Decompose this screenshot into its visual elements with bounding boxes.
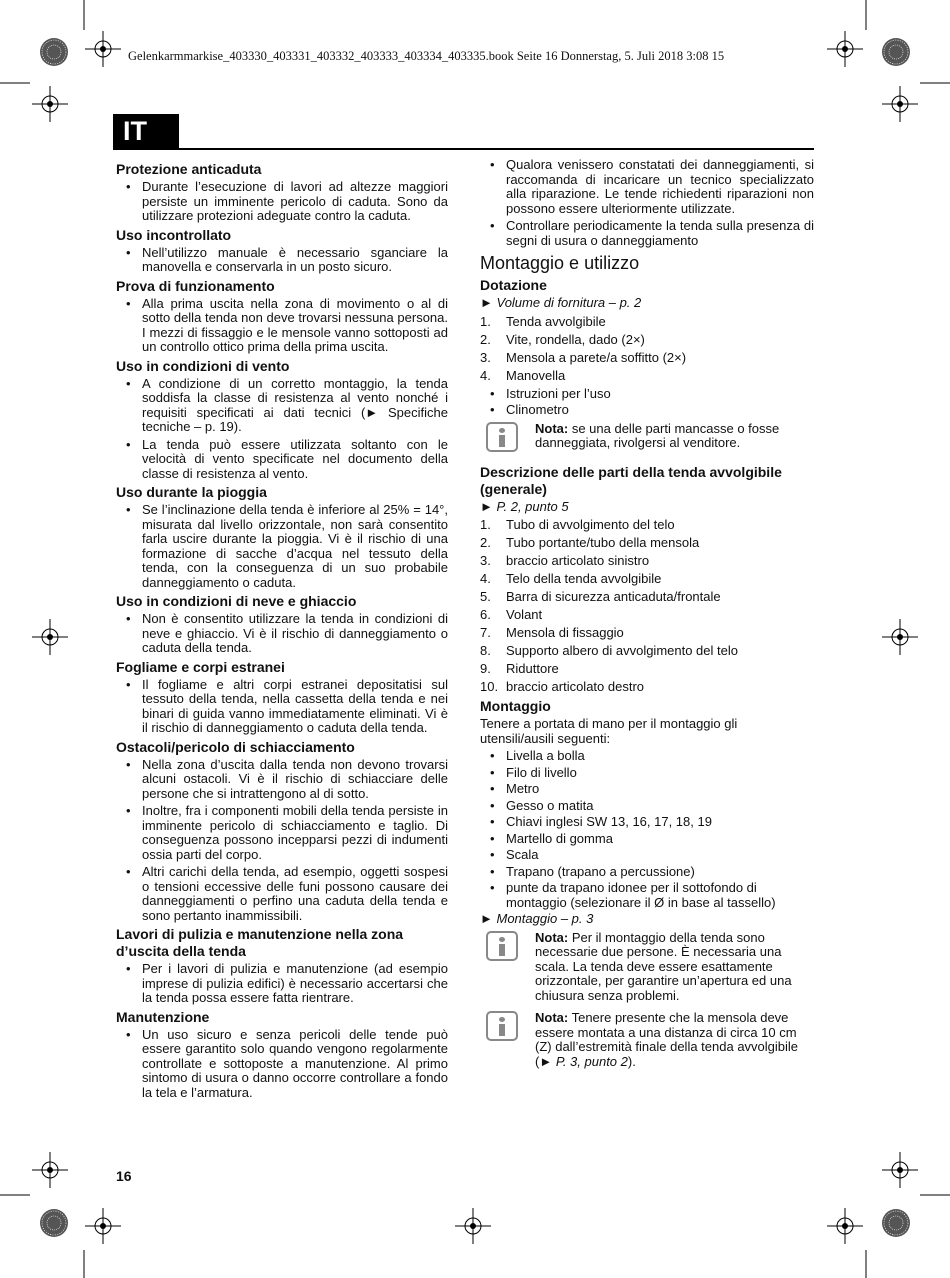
list-item: 1. Tubo di avvolgimento del telo — [480, 517, 675, 532]
section-heading: Uso incontrollato — [116, 226, 232, 243]
parts-list — [480, 518, 814, 695]
list-item: • Un uso sicuro e senza pericoli delle tende può essere garantito solo quando vengono regolarmente controllate e sottoposte a manutenzione. Al primo sintomo di usura o danno occorre controllare a fondo la tela e l’armatura. — [116, 1028, 448, 1101]
cross-reference: ► P. 2, punto 5 — [480, 498, 569, 514]
list-item: • Gesso o matita — [480, 799, 814, 814]
cross-reference: ► Volume di fornitura – p. 2 — [480, 295, 642, 310]
arrow-icon: ► — [539, 1053, 553, 1069]
crosshair-icon — [882, 1152, 918, 1188]
list-item: • Trapano (trapano a percussione) — [480, 865, 814, 880]
star-target-icon — [882, 38, 910, 66]
list-item: • Se l’inclinazione della tenda è inferiore al 25% = 14°, misurata dal livello orizzontale, non sarà consentito farla uscire durante la pioggia. Vi è il rischio di una formazione di sacche d’acqua nel tessuto della tenda, con la conseguenza di un suo probabile danneggiamento o caduta. — [116, 503, 448, 590]
list-item: 3. braccio articolato sinistro — [480, 553, 650, 568]
left-column — [116, 158, 448, 1103]
list-item: 5. Barra di sicurezza anticaduta/frontale — [480, 589, 721, 604]
section-heading: Prova di funzionamento — [116, 277, 275, 294]
crosshair-icon — [85, 31, 121, 67]
section-heading: Uso durante la pioggia — [116, 484, 267, 500]
crosshair-icon — [827, 31, 863, 67]
arrow-icon: ► — [480, 295, 493, 310]
section-heading: Fogliame e corpi estranei — [116, 658, 285, 675]
header-rule — [113, 148, 814, 150]
list-item: • Clinometro — [480, 403, 814, 418]
crosshair-icon — [827, 1208, 863, 1244]
list-item: • Qualora venissero constatati dei danneggiamenti, si raccomanda di incaricare un tecnico specializzato alla riparazione. Le tende richiedenti riparazioni non possono essere ulteriormente utilizzate. — [480, 158, 814, 216]
list-item: • Nell’utilizzo manuale è necessario sganciare la manovella e conservarla in un posto sicuro. — [116, 246, 448, 275]
list-item: • Inoltre, fra i componenti mobili della tenda persiste in imminente pericolo di schiacciamento e taglio. Di conseguenza possono incepparsi pezzi di indumenti ossia parti del corpo. — [116, 804, 448, 862]
list-item: 2. Vite, rondella, dado (2×) — [480, 331, 645, 347]
note-box: Nota: Tenere presente che la mensola deve essere montata a una distanza di circa 10 cm (Z) dall’estremità finale della tenda avvolgibile (► P. 3, punto 2). — [480, 1011, 814, 1069]
list-item: • Non è consentito utilizzare la tenda in condizioni di neve e ghiaccio. Vi è il rischio di danneggiamento o caduta della tenda. — [116, 612, 448, 656]
section-heading: Uso in condizioni di neve e ghiaccio — [116, 593, 357, 609]
arrow-icon: ► — [480, 911, 493, 926]
list-item: • Martello di gomma — [480, 832, 814, 847]
note-box: Nota: Per il montaggio della tenda sono necessarie due persone. È necessaria una scala. La tenda deve essere esattamente orizzontale, per garantire un’apertura ed una chiusura senza problemi. — [480, 931, 814, 1004]
list-item: • Livella a bolla — [480, 749, 814, 764]
list-item: • Istruzioni per l’uso — [480, 387, 814, 402]
list-item: 4. Telo della tenda avvolgibile — [480, 571, 662, 586]
section-heading: Uso in condizioni di vento — [116, 357, 290, 374]
list-item: • La tenda può essere utilizzata soltanto con le velocità di vento specificate nel documento della classe di resistenza al vento. — [116, 438, 448, 482]
crosshair-icon — [85, 1208, 121, 1244]
language-tab: IT — [113, 114, 179, 148]
star-target-icon — [40, 1209, 68, 1237]
right-column — [480, 158, 814, 1077]
list-item: 10. braccio articolato destro — [480, 679, 645, 694]
crosshair-icon — [882, 86, 918, 122]
arrow-icon: ► — [480, 498, 493, 514]
list-item: 7. Mensola di fissaggio — [480, 625, 624, 640]
section-heading: Lavori di pulizia e manutenzione nella zona d’uscita della tenda — [116, 926, 404, 959]
section-heading: Ostacoli/pericolo di schiacciamento — [116, 738, 355, 755]
list-item: 6. Volant — [480, 607, 543, 622]
crosshair-icon — [882, 619, 918, 655]
list-item: • Metro — [480, 782, 814, 797]
star-target-icon — [40, 38, 68, 66]
cross-reference: ► Montaggio – p. 3 — [480, 911, 594, 926]
list-item: • Chiavi inglesi SW 13, 16, 17, 18, 19 — [480, 815, 814, 830]
dotazione-heading: Dotazione — [480, 277, 547, 293]
tools-list — [480, 749, 814, 910]
crosshair-icon — [32, 86, 68, 122]
list-item: 3. Mensola a parete/a soffitto (2×) — [480, 349, 687, 365]
file-info-header: Gelenkarmmarkise_403330_403331_403332_403333_403334_403335.book Seite 16 Donnerstag, 5. Juli 2018 3:08 15 — [128, 49, 725, 63]
list-item: • Durante l’esecuzione di lavori ad altezze maggiori persiste un imminente pericolo di caduta. Sono da utilizzare protezioni adeguate contro la caduta. — [116, 180, 448, 224]
list-item: 2. Tubo portante/tubo della mensola — [480, 535, 700, 550]
section-heading: Manutenzione — [116, 1008, 210, 1025]
list-item: • Scala — [480, 848, 814, 863]
crosshair-icon — [32, 1152, 68, 1188]
page-number: 16 — [116, 1168, 132, 1184]
section-heading: Protezione anticaduta — [116, 161, 262, 177]
list-item: • Nella zona d’uscita dalla tenda non devono trovarsi alcuni ostacoli. Vi è il rischio di schiacciare delle persone che si intrattengono al di sotto. — [116, 758, 448, 802]
list-item: • Controllare periodicamente la tenda sulla presenza di segni di usura o danneggiamento — [480, 219, 814, 248]
info-icon — [486, 1011, 518, 1041]
descrizione-heading: Descrizione delle parti della tenda avvolgibile (generale) — [480, 463, 782, 497]
list-item: 8. Supporto albero di avvolgimento del telo — [480, 643, 738, 658]
montaggio-intro: Tenere a portata di mano per il montaggio gli utensili/ausili seguenti: — [480, 716, 738, 746]
info-icon — [486, 422, 518, 452]
dotazione-list — [480, 315, 814, 384]
star-target-icon — [882, 1209, 910, 1237]
info-icon — [486, 931, 518, 961]
note-box: Nota: se una delle parti mancasse o fosse danneggiata, rivolgersi al venditore. — [480, 422, 814, 456]
list-item: • A condizione di un corretto montaggio, la tenda soddisfa la classe di resistenza al vento nonché i requisiti specificati ai dati tecnici (► Specifiche tecniche – p. 19). — [116, 377, 448, 435]
list-item: • punte da trapano idonee per il sottofondo di montaggio (selezionare il Ø in base al tassello) — [480, 881, 814, 910]
list-item: • Filo di livello — [480, 766, 814, 781]
list-item: • Per i lavori di pulizia e manutenzione (ad esempio imprese di pulizia edifici) è necessario accertarsi che la tenda possa essere fatta rientrare. — [116, 962, 448, 1006]
list-item: 9. Riduttore — [480, 661, 559, 676]
list-item: 1. Tenda avvolgibile — [480, 313, 606, 329]
section-title: Montaggio e utilizzo — [480, 253, 640, 273]
crosshair-icon — [455, 1208, 491, 1244]
list-item: 4. Manovella — [480, 367, 566, 383]
list-item: • Alla prima uscita nella zona di movimento o al di sotto della tenda non deve trovarsi nessuna persona. I mezzi di fissaggio e le mensole vanno sottoposti ad un controllo ottico prima della prima uscita. — [116, 297, 448, 355]
montaggio-heading: Montaggio — [480, 698, 551, 714]
crosshair-icon — [32, 619, 68, 655]
list-item: • Il fogliame e altri corpi estranei depositatisi sul tessuto della tenda, nella cassetta della tenda e nei binari di guida vanno immediatamente eliminati. Vi è il rischio di danneggiamento o caduta della tenda. — [116, 678, 448, 736]
list-item: • Altri carichi della tenda, ad esempio, oggetti sospesi o tensioni eccessive delle funi possono causare dei danneggiamenti o perfino una caduta della tenda e sono pertanto inammissibili. — [116, 865, 448, 923]
